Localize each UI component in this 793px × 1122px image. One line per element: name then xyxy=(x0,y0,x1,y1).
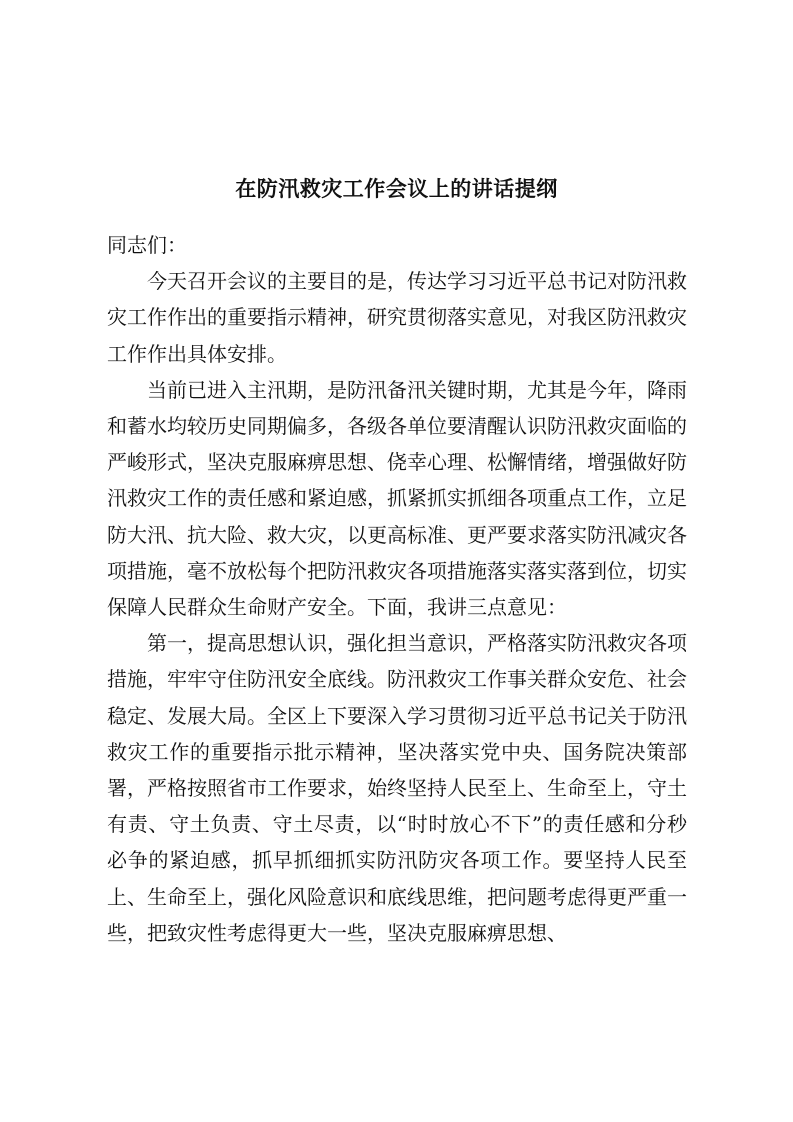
paragraph-purpose: 今天召开会议的主要目的是，传达学习习近平总书记对防汛救灾工作作出的重要指示精神，研究贯彻落实意见，对我区防汛救灾工作作出具体安排。 xyxy=(107,269,687,366)
paragraph-point-one: 第一，提高思想认识，强化担当意识，严格落实防汛救灾各项措施，牢牢守住防汛安全底线。防汛救灾工作事关群众安危、社会稳定、发展大局。全区上下要深入学习贯彻习近平总书记关于防汛救灾工作的重要指示批示精神，坚决落实党中央、国务院决策部署，严格按照省市工作要求，始终坚持人民至上、生命至上，守土有责、守土负责、守土尽责，以“时时放心不下”的责任感和分秒必争的紧迫感，抓早抓细抓实防汛防灾各项工作。要坚持人民至上、生命至上，强化风险意识和底线思维，把问题考虑得更严重一些，把致灾性考虑得更大一些，坚决克服麻痹思想、 xyxy=(107,631,687,945)
paragraph-situation: 当前已进入主汛期，是防汛备汛关键时期，尤其是今年，降雨和蓄水均较历史同期偏多，各级各单位要清醒认识防汛救灾面临的严峻形式，坚决克服麻痹思想、侥幸心理、松懈情绪，增强做好防汛救灾工作的责任感和紧迫感，抓紧抓实抓细各项重点工作，立足防大汛、抗大险、救大灾，以更高标准、更严要求落实防汛减灾各项措施，毫不放松每个把防汛救灾各项措施落实落实落到位，切实保障人民群众生命财产安全。下面，我讲三点意见： xyxy=(107,377,687,620)
salutation: 同志们： xyxy=(107,233,187,257)
document-body xyxy=(107,227,687,951)
document-title: 在防汛救灾工作会议上的讲话提纲 xyxy=(235,176,558,201)
